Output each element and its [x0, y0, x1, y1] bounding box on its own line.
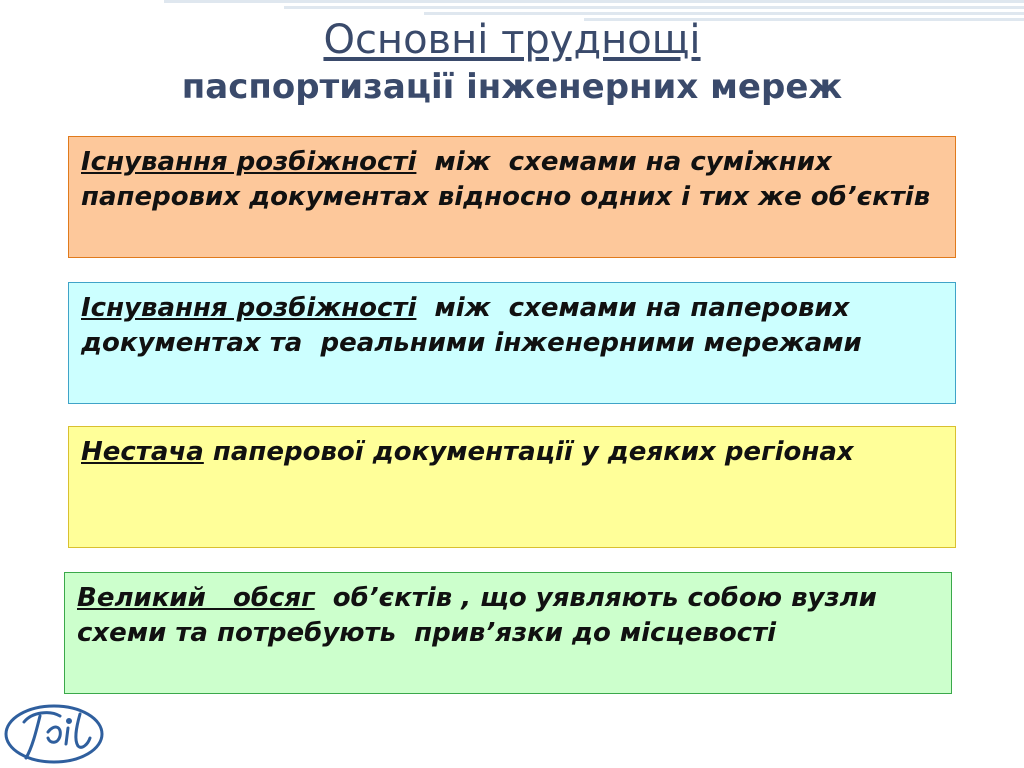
box-3-text: паперової документації у деяких регіонах	[203, 437, 854, 467]
box-2-text: між схемами на паперових документах та реальними інженерними мережами	[81, 293, 862, 358]
difficulty-box-4	[64, 572, 952, 694]
difficulty-box-2	[68, 282, 956, 404]
box-4-emphasis: Великий обсяг	[77, 583, 315, 613]
box-1-text: між схемами на суміжних паперових документах відносно одних і тих же об’єктів	[81, 147, 931, 212]
box-1-emphasis: Існування розбіжності	[81, 147, 417, 177]
difficulty-box-3	[68, 426, 956, 548]
kpi-logo-icon	[2, 692, 112, 768]
title-main: Основні труднощі	[323, 17, 701, 63]
difficulty-box-1	[68, 136, 956, 258]
box-3-emphasis: Нестача	[81, 437, 204, 467]
box-2-emphasis: Існування розбіжності	[81, 293, 417, 323]
slide-title	[0, 16, 1024, 110]
title-sub: паспортизації інженерних мереж	[181, 67, 843, 107]
box-4-text: об’єктів , що уявляють собою вузли схеми та потребують прив’язки до місцевості	[77, 583, 886, 648]
